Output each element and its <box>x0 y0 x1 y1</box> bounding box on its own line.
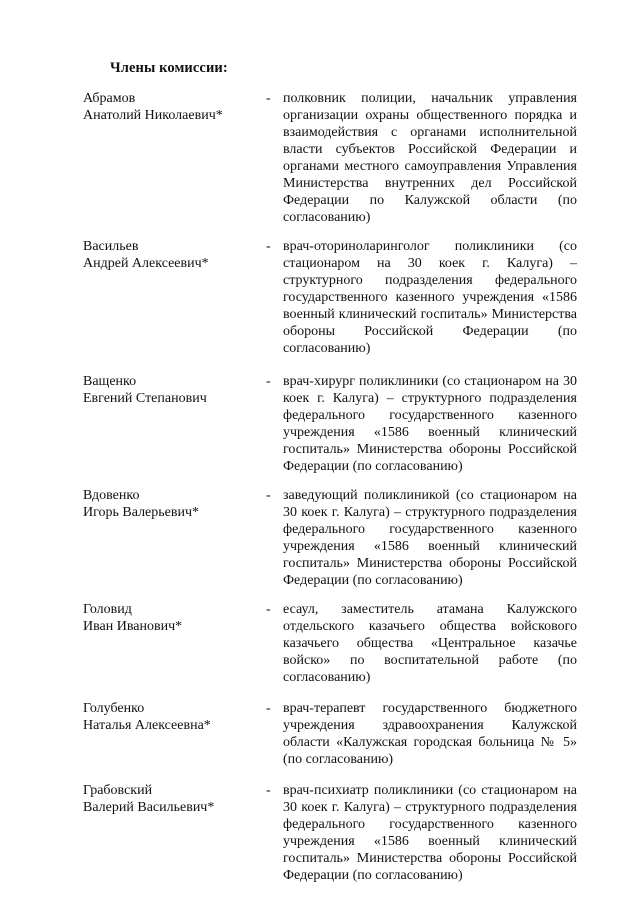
member-description: врач-хирург поликлиники (со стационаром на 30 коек г. Калуга) – структурного подразделения федерального государственного казенного учреждения «1586 военный клинический госпиталь» Министерства обороны Российской Федерации (по согласованию) <box>283 374 577 474</box>
member-description: полковник полиции, начальник управления организации охраны общественного порядка и взаимодействия с органами исполнительной власти субъектов Российской Федерации и органами местного самоуправления Управления Министерства внутренних дел Российской Федерации по Калужской области (по согласованию) <box>283 91 577 225</box>
member-name <box>83 373 258 407</box>
member-given-name: Андрей Алексеевич* <box>83 256 209 271</box>
member-given-name: Валерий Васильевич* <box>83 800 215 815</box>
member-dash: - <box>266 602 271 617</box>
member-description: есаул, заместитель атамана Калужского отдельского казачьего общества войскового казачьего общества «Центральное казачье войско» по воспитательной работе (по согласованию) <box>283 602 577 685</box>
member-dash: - <box>266 239 271 254</box>
member-given-name: Наталья Алексеевна* <box>83 718 211 733</box>
member-name <box>83 90 258 124</box>
member-description: врач-оториноларинголог поликлиники (со стационаром на 30 коек г. Калуга) – структурного подразделения федерального государственного казенного учреждения «1586 военный клинический госпиталь» Министерства обороны Российской Федерации (по согласованию) <box>283 239 577 356</box>
member-surname: Головид <box>83 602 132 617</box>
member-name <box>83 782 258 816</box>
member-description: врач-терапевт государственного бюджетного учреждения здравоохранения Калужской области «Калужская городская больница № 5» (по согласованию) <box>283 701 577 767</box>
member-description: заведующий поликлиникой (со стационаром на 30 коек г. Калуга) – структурного подразделения федерального государственного казенного учреждения «1586 военный клинический госпиталь» Министерства обороны Российской Федерации (по согласованию) <box>283 488 577 588</box>
member-given-name: Евгений Степанович <box>83 391 207 406</box>
section-heading: Члены комиссии: <box>110 60 228 76</box>
member-given-name: Игорь Валерьевич* <box>83 505 200 520</box>
member-name <box>83 700 258 734</box>
member-description: врач-психиатр поликлиники (со стационаром на 30 коек г. Калуга) – структурного подразделения федерального государственного казенного учреждения «1586 военный клинический госпиталь» Министерства обороны Российской Федерации (по согласованию) <box>283 783 577 883</box>
member-surname: Абрамов <box>83 91 136 106</box>
member-name <box>83 238 258 272</box>
member-dash: - <box>266 374 271 389</box>
member-given-name: Иван Иванович* <box>83 619 183 634</box>
member-dash: - <box>266 701 271 716</box>
member-dash: - <box>266 91 271 106</box>
member-dash: - <box>266 488 271 503</box>
member-name <box>83 601 258 635</box>
member-given-name: Анатолий Николаевич* <box>83 108 223 123</box>
member-dash: - <box>266 783 271 798</box>
member-name <box>83 487 258 521</box>
member-surname: Ващенко <box>83 374 137 389</box>
member-surname: Вдовенко <box>83 488 140 503</box>
member-surname: Васильев <box>83 239 139 254</box>
member-surname: Голубенко <box>83 701 145 716</box>
member-surname: Грабовский <box>83 783 153 798</box>
